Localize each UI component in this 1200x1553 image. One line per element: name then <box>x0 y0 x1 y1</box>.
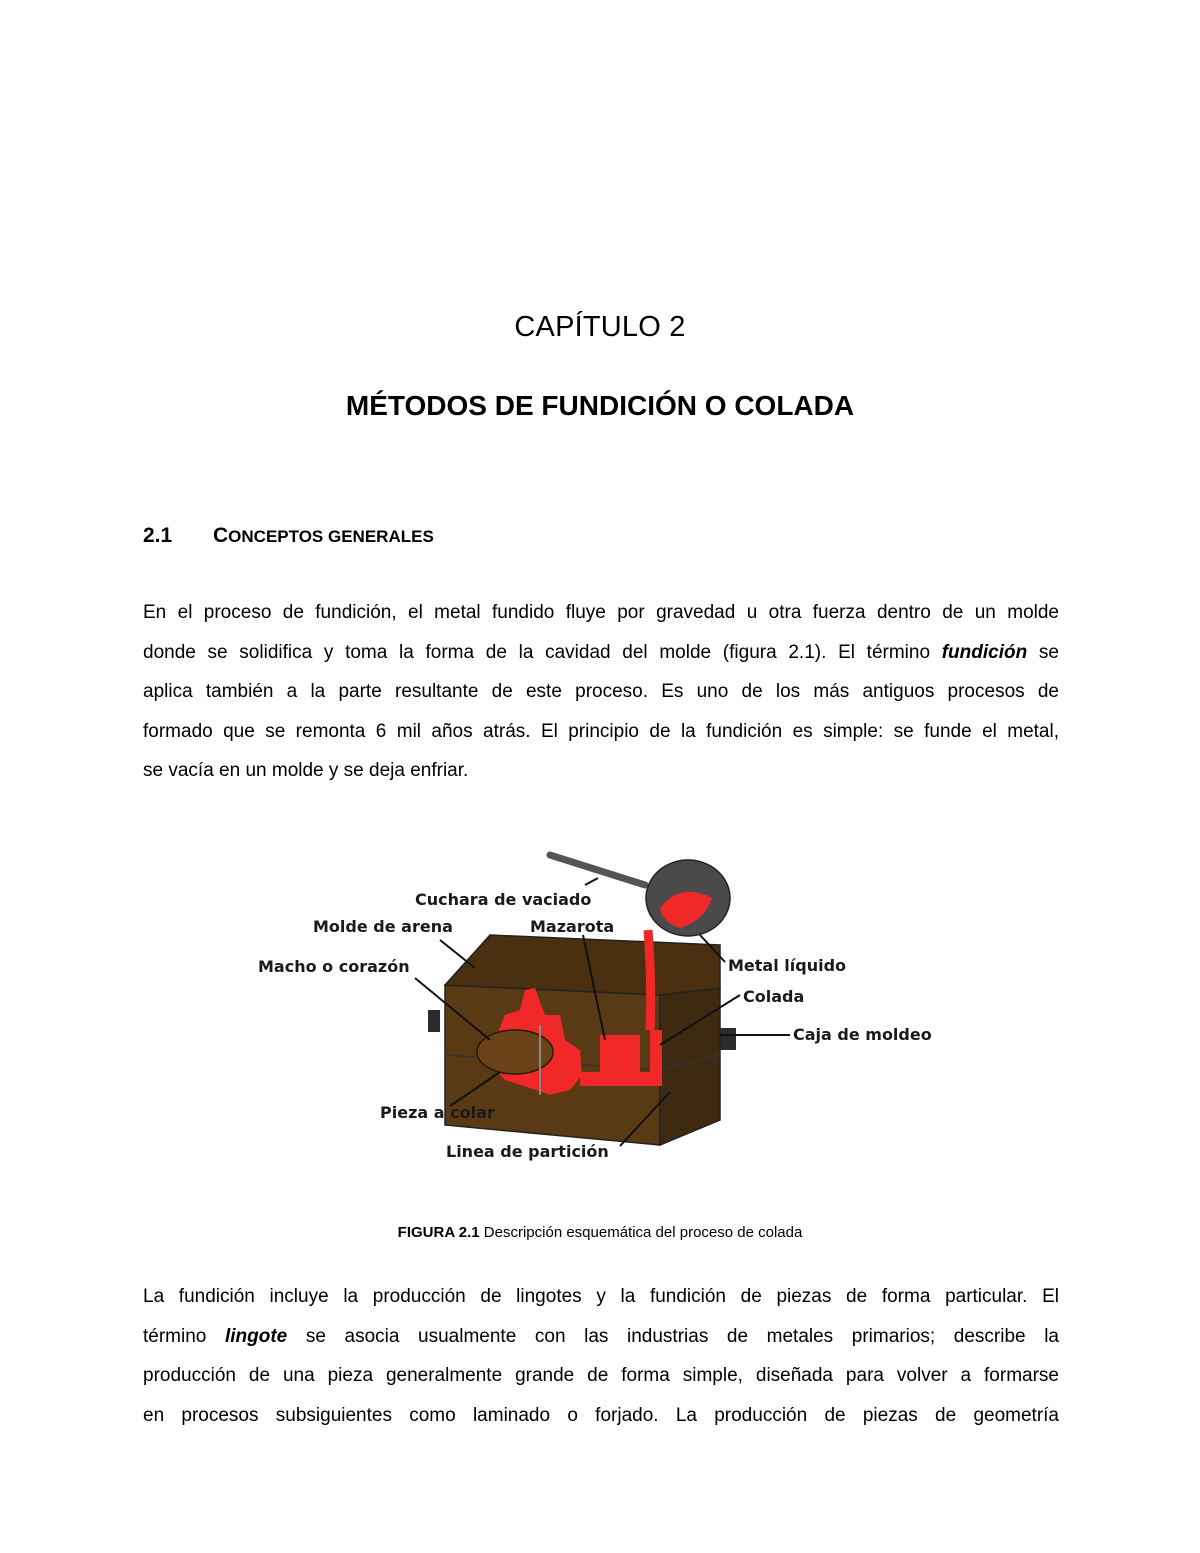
pour-stream <box>648 930 651 1030</box>
term-fundicion: fundición <box>941 641 1028 663</box>
figure-caption <box>0 1222 1200 1244</box>
section-title-rest: ONCEPTOS GENERALES <box>228 527 434 546</box>
paragraph-text: término <box>143 1325 225 1347</box>
section-title-initial: C <box>213 524 229 547</box>
paragraph-text: se <box>1027 641 1059 663</box>
label-sprue: Colada <box>743 987 805 1006</box>
label-sand-mold: Molde de arena <box>313 917 453 936</box>
label-ladle: Cuchara de vaciado <box>415 890 592 909</box>
sand-mold-top <box>445 935 720 995</box>
paragraph-line: en procesos subsiguientes como laminado o forjado. La producción de piezas de geometría <box>143 1404 1059 1426</box>
paragraph-line <box>143 1317 1059 1357</box>
chapter-label: CAPÍTULO 2 <box>514 311 686 343</box>
flask-flange-left <box>428 1010 440 1032</box>
paragraph-line: La fundición incluye la producción de lingotes y la fundición de piezas de forma particular. El <box>143 1286 1059 1307</box>
section-number: 2.1 <box>143 524 173 547</box>
casting-process-figure <box>250 840 950 1170</box>
paragraph-text: se asocia usualmente con las industrias de metales primarios; describe la <box>287 1325 1059 1347</box>
riser-metal <box>600 1035 640 1075</box>
flask-flange-right <box>720 1028 736 1050</box>
runner-metal <box>580 1072 650 1086</box>
figure-caption-text: Descripción esquemática del proceso de colada <box>479 1224 803 1241</box>
label-parting-line: Linea de partición <box>446 1142 609 1161</box>
paragraph-line: aplica también a la parte resultante de este proceso. Es uno de los más antiguos procesos de <box>143 681 1059 702</box>
sand-mold-side <box>660 988 720 1145</box>
paragraph-line: se vacía en un molde y se deja enfriar. <box>143 760 469 781</box>
sprue-metal <box>650 1030 662 1086</box>
paragraph-line: En el proceso de fundición, el metal fundido fluye por gravedad u otra fuerza dentro de un molde <box>143 602 1059 623</box>
label-liquid-metal: Metal líquido <box>728 956 847 975</box>
paragraph-text: donde se solidifica y toma la forma de la cavidad del molde (figura 2.1). El término <box>143 641 942 663</box>
section-heading <box>143 520 434 553</box>
figure-caption-label: FIGURA 2.1 <box>397 1224 480 1241</box>
label-core: Macho o corazón <box>258 957 410 976</box>
paragraph-line <box>143 633 1059 673</box>
label-flask: Caja de moldeo <box>793 1025 932 1044</box>
paragraph-line: producción de una pieza generalmente grande de forma simple, diseñada para volver a formarse <box>143 1365 1059 1386</box>
core <box>477 1030 553 1074</box>
label-riser: Mazarota <box>530 917 615 936</box>
term-lingote: lingote <box>224 1325 288 1347</box>
paragraph-1 <box>143 593 1059 791</box>
chapter-title: MÉTODOS DE FUNDICIÓN O COLADA <box>345 390 855 421</box>
paragraph-2 <box>143 1277 1059 1435</box>
ladle-handle <box>550 855 645 885</box>
paragraph-line: formado que se remonta 6 mil años atrás. El principio de la fundición es simple: se funde el metal, <box>143 720 1059 742</box>
label-casting: Pieza a colar <box>380 1103 495 1122</box>
